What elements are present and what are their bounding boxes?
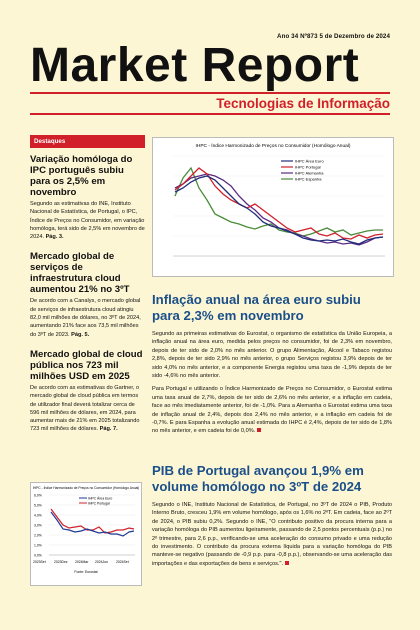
highlights-sidebar bbox=[30, 135, 145, 444]
article-title: Inflação anual na área euro subiu para 2,3% em novembro bbox=[152, 292, 361, 323]
mini-chart-title: IHPC - Índice Harmonizado de Preços no Consumidor (Homólogo Anual) bbox=[32, 486, 140, 490]
main-chart-svg bbox=[153, 138, 393, 276]
main-inflation-chart bbox=[152, 137, 394, 277]
article-portugal-gdp bbox=[152, 463, 392, 573]
masthead-rule-bottom bbox=[30, 113, 390, 115]
page-ref: Pág. 5. bbox=[71, 331, 90, 338]
end-mark bbox=[257, 428, 261, 432]
main-legend-euro: IHPC Área Euro bbox=[295, 158, 324, 164]
article-title: PIB de Portugal avançou 1,9% em volume homólogo no 3ºT de 2024 bbox=[152, 463, 364, 494]
highlight-body: De acordo com a Canalys, o mercado global de serviços de infraestrutura cloud atingiu 82,0 mil milhões de dólares, no 3ºT de 2024, aumentando 21% face aos 73,5 mil milhões do 3ºT de 2023. Pág. 5. bbox=[30, 298, 141, 338]
highlight-item bbox=[30, 251, 145, 338]
article-paragraph: Segundo as primeiras estimativas do Eurostat, o organismo de estatística da União Europeia, a inflação anual na área euro, medida pelos preços no consumidor, foi de 2,3% em novembro, depois de ter sido de 2,0% no mês anterior. O grupo Alimentação, Álcool e Tabaco registou 2,8%, depois de ter sido 2,9% no mês anterior, o grupo Serviços registou 3,9% depois de ter sido 4,0% no mês anterior, e a componente Energia registou uma taxa de -1,9% depois de ter sido -4,6% no mês anterior. bbox=[152, 331, 392, 380]
page-ref: Pág. 7. bbox=[99, 426, 118, 433]
mini-chart-svg bbox=[31, 483, 141, 585]
mini-series-euro bbox=[51, 512, 134, 536]
main-legend-espanha: IHPC Espanha bbox=[295, 176, 322, 182]
main-legend-portugal: IHPC Portugal bbox=[295, 164, 321, 170]
mini-x-tick: 2024Set bbox=[116, 560, 129, 564]
mini-y-tick: 6,0% bbox=[34, 493, 42, 498]
main-series-espanha bbox=[175, 168, 383, 236]
page-ref: Pág. 3. bbox=[45, 234, 64, 241]
article-body bbox=[152, 330, 392, 436]
end-mark bbox=[285, 561, 289, 565]
article-paragraph: Para Portugal e utilizando o Índice Harmonizado de Preços no Consumidor, o Eurostat estima uma taxa anual de 2,7%, depois de ter sido de 2,6% no mês anterior, e a inflação em cadeia, face ao mês imediatamente anterior, foi de -1,0%. Para a Alemanha o Eurostat estima uma taxa de inflação anual de 2,4%, depois dos 2,4% no mês anterior, e a inflação em cadeia foi de -0,7%. E para Espanha a evolução anual estimada do IHPC é 2,4%, depois de ter sido de 1,8% no mês anterior, e em cadeia foi de 0,0%. bbox=[152, 386, 392, 435]
mini-legend-euro: IHPC Área Euro bbox=[88, 496, 113, 501]
mini-y-tick: 3,0% bbox=[34, 523, 42, 528]
article-eurozone-inflation bbox=[152, 292, 392, 441]
mini-y-tick: 4,0% bbox=[34, 513, 42, 518]
article-paragraph: Segundo o INE, Instituto Nacional de Estatística, de Portugal, no 3ºT de 2024 o PIB, Produto Interno Bruto, cresceu 1,9% em volume homólogo, após os 1,6% no 2ºT. Em cadeia, face ao 2ºT de 2024, o PIB subiu 0,2%. Segundo o INE, "O contributo positivo da procura interna para a variação homóloga do PIB aumentou ligeiramente, passando de 2,5 pontos percentuais (p.p.) no 2º trimestre, para 2,6 p.p., verificando-se uma aceleração do consumo privado e uma redução do investimento. O contributo da procura externa líquida para a variação homóloga do PIB manteve-se negativo (passando de -0,9 p.p. para -0,8 p.p.), observando-se uma aceleração das importações e das exportações de bens e serviços.". bbox=[152, 502, 392, 567]
mini-x-tick: 2023Dez bbox=[54, 560, 68, 564]
mini-y-tick: 5,0% bbox=[34, 503, 42, 508]
highlight-body: Segundo as estimativas do INE, Instituto Nacional de Estatística, de Portugal, o IPC, Índice de Preços no Consumidor, em variação homóloga, terá sido de 2,5% em novembro de 2024. Pág. 3. bbox=[30, 201, 145, 241]
masthead-subtitle: Tecnologias de Informação bbox=[216, 96, 390, 111]
mini-chart-source: Fonte: Eurostat bbox=[74, 570, 98, 574]
mini-x-tick: 2023Set bbox=[33, 560, 46, 564]
mini-y-tick: 2,0% bbox=[34, 533, 42, 538]
highlight-item bbox=[30, 154, 145, 241]
main-chart-title: IHPC - Índice Harmonizado de Preços no Consumidor (Homólogo Anual) bbox=[195, 144, 351, 149]
highlight-title: Mercado global de cloud pública nos 723 mil milhões USD em 2025 bbox=[30, 348, 143, 382]
mini-y-tick: 0,0% bbox=[34, 553, 42, 558]
main-series-euro bbox=[175, 176, 383, 244]
masthead-rule-top bbox=[30, 92, 390, 94]
masthead-title: Market Report bbox=[30, 39, 360, 92]
mini-x-tick: 2024Mar bbox=[75, 560, 89, 564]
issue-line: Ano 34 Nº873 5 de Dezembro de 2024 bbox=[277, 33, 390, 40]
highlight-item bbox=[30, 349, 145, 434]
sidebar-heading: Destaques bbox=[30, 135, 145, 148]
mini-legend-portugal: IHPC Portugal bbox=[88, 501, 110, 506]
highlight-title: Variação homóloga do IPC português subiu para os 2,5% em novembro bbox=[30, 154, 133, 198]
mini-inflation-chart bbox=[30, 482, 142, 586]
article-body bbox=[152, 501, 392, 568]
highlight-title: Mercado global de serviços de infraestrutura cloud aumentou 21% no 3ºT bbox=[30, 251, 130, 296]
mini-y-tick: 1,0% bbox=[34, 543, 42, 548]
mini-x-tick: 2024Jun bbox=[95, 560, 109, 564]
main-legend-alemanha: IHPC Alemanha bbox=[295, 170, 324, 176]
highlight-body: De acordo com as estimativas do Gartner, o mercado global de cloud pública em termos de utilizador final deverá totalizar cerca de 596 mil milhões de dólares, em 2024, para aumentar mais de 21% em 2025 totalizando 723 mil milhões de dólares. Pág. 7. bbox=[30, 384, 140, 433]
